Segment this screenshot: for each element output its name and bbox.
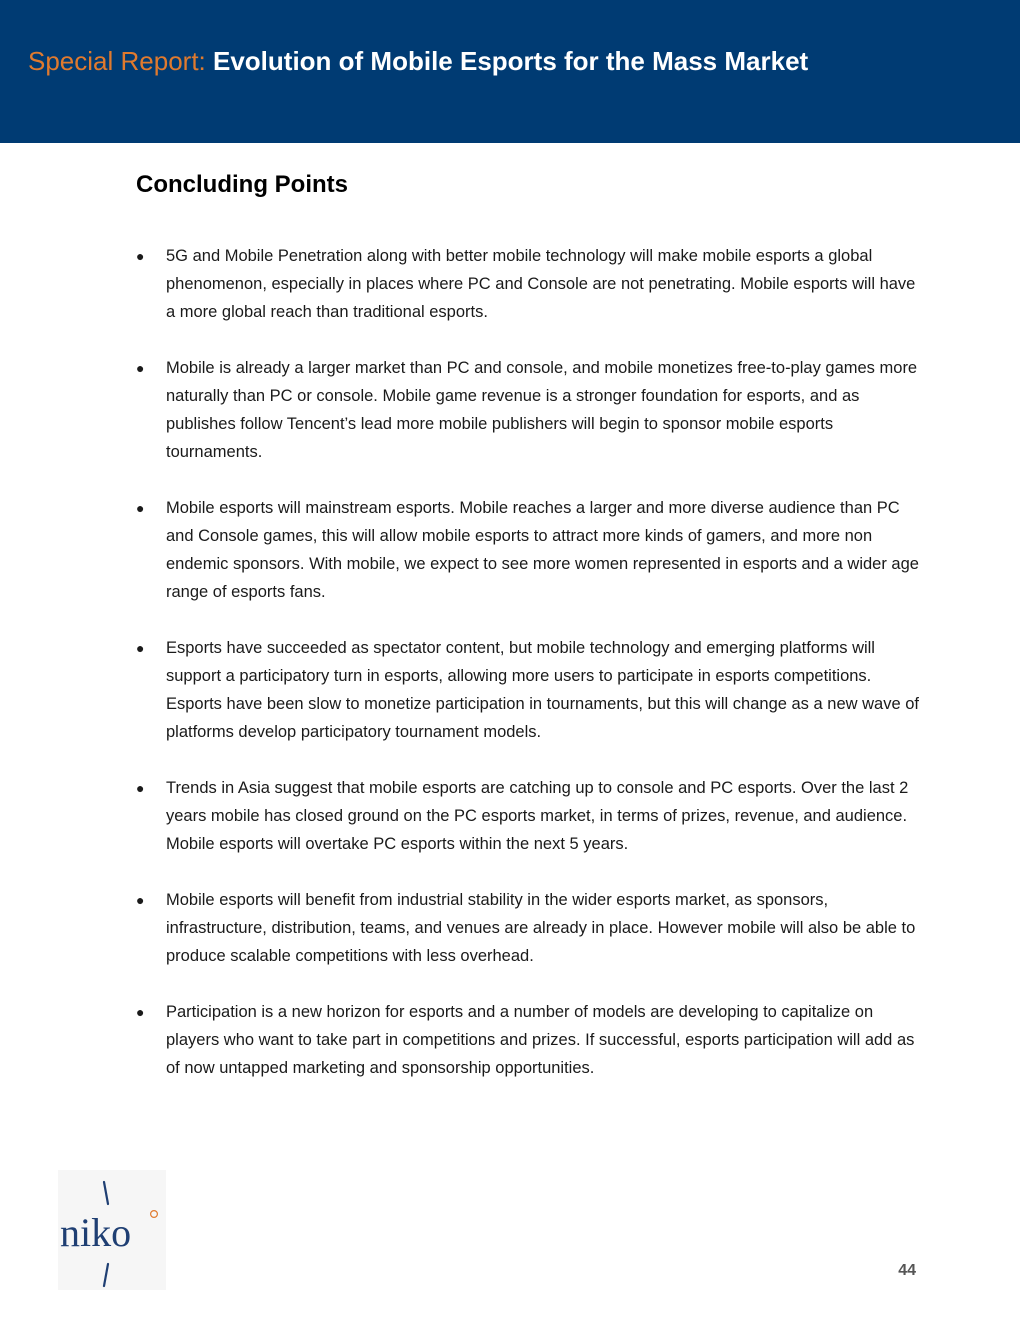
report-title bbox=[28, 44, 808, 78]
niko-logo bbox=[58, 1170, 166, 1290]
report-title-main: Evolution of Mobile Esports for the Mass Market bbox=[213, 46, 809, 76]
concluding-point bbox=[136, 998, 926, 1082]
bullet-icon: ● bbox=[136, 640, 145, 656]
bullet-icon: ● bbox=[136, 360, 145, 376]
concluding-point bbox=[136, 774, 926, 858]
report-title-prefix: Special Report: bbox=[28, 46, 206, 76]
concluding-point bbox=[136, 634, 926, 746]
bullet-icon: ● bbox=[136, 500, 145, 516]
point-text: Mobile esports will mainstream esports. Mobile reaches a larger and more diverse audience than PC and Console games, this will allow mobile esports to attract more kinds of gamers, and more non endemic sponsors. With mobile, we expect to see more women represented in esports and a wider age range of esports fans. bbox=[166, 499, 919, 601]
point-text: Trends in Asia suggest that mobile esports are catching up to console and PC esports. Over the last 2 years mobile has closed ground on the PC esports market, in terms of prizes, revenue, and audience. Mobile esports will overtake PC esports within the next 5 years. bbox=[166, 779, 909, 853]
concluding-point bbox=[136, 242, 926, 326]
bullet-icon: ● bbox=[136, 248, 145, 264]
page-number: 44 bbox=[898, 1262, 916, 1279]
niko-logo-icon bbox=[58, 1170, 166, 1290]
point-text: Mobile is already a larger market than PC and console, and mobile monetizes free-to-play games more naturally than PC or console. Mobile game revenue is a stronger foundation for esports, and as publishes follow Tencent’s lead more mobile publishers will begin to sponsor mobile esports tournaments. bbox=[166, 359, 918, 461]
logo-wordmark: niko bbox=[60, 1210, 132, 1255]
concluding-points-list bbox=[136, 242, 926, 1082]
bullet-icon: ● bbox=[136, 780, 145, 796]
bullet-icon: ● bbox=[136, 1004, 145, 1020]
concluding-point bbox=[136, 354, 926, 466]
concluding-point bbox=[136, 886, 926, 970]
point-text: 5G and Mobile Penetration along with better mobile technology will make mobile esports a global phenomenon, especially in places where PC and Console are not penetrating. Mobile esports will have a more global reach than traditional esports. bbox=[166, 247, 916, 321]
logo-upper-stroke bbox=[104, 1182, 108, 1204]
report-header bbox=[0, 0, 1020, 143]
logo-accent-dot bbox=[151, 1211, 158, 1218]
concluding-point bbox=[136, 494, 926, 606]
logo-lower-stroke bbox=[104, 1264, 108, 1286]
main-content bbox=[136, 168, 926, 1110]
bullet-icon: ● bbox=[136, 892, 145, 908]
point-text: Esports have succeeded as spectator content, but mobile technology and emerging platforms will support a participatory turn in esports, allowing more users to participate in esports competitions. Esports have been slow to monetize participation in tournaments, but this will change as a new wave of platforms develop participatory tournament models. bbox=[166, 639, 919, 741]
point-text: Participation is a new horizon for esports and a number of models are developing to capitalize on players who want to take part in competitions and prizes. If successful, esports participation will add as of now untapped marketing and sponsorship opportunities. bbox=[166, 1003, 915, 1077]
section-heading: Concluding Points bbox=[136, 171, 348, 198]
point-text: Mobile esports will benefit from industrial stability in the wider esports market, as sponsors, infrastructure, distribution, teams, and venues are already in place. However mobile will also be able to produce scalable competitions with less overhead. bbox=[166, 891, 916, 965]
